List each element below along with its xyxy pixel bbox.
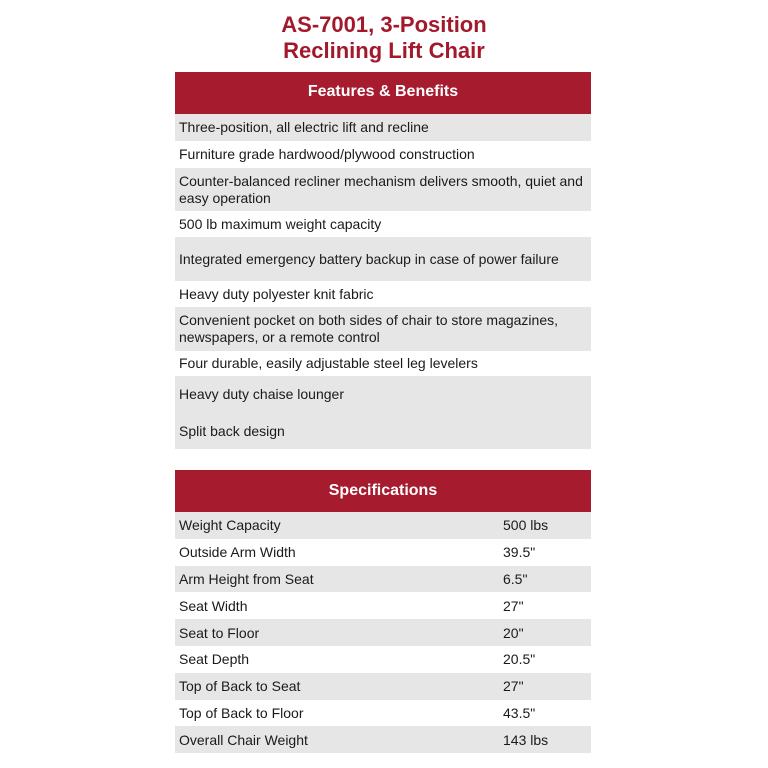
feature-item: Split back design: [175, 413, 591, 449]
features-header: Features & Benefits: [175, 72, 591, 114]
spec-row: [175, 619, 591, 646]
specifications-panel: [175, 470, 591, 753]
feature-item: Counter-balanced recliner mechanism delivers smooth, quiet and easy operation: [175, 168, 591, 211]
spec-value: 6.5": [503, 570, 528, 587]
title-line-2: Reclining Lift Chair: [283, 38, 485, 63]
spec-value: 27": [503, 678, 524, 695]
spec-label: Seat Depth: [179, 651, 250, 668]
spec-label: Top of Back to Floor: [179, 704, 304, 721]
spec-label: Seat to Floor: [179, 624, 260, 641]
spec-value: 43.5": [503, 704, 536, 721]
spec-value: 20.5": [503, 651, 536, 668]
spec-value: 500 lbs: [503, 517, 549, 534]
spec-row: [175, 592, 591, 619]
spec-row: [175, 566, 591, 593]
feature-item: Furniture grade hardwood/plywood construction: [175, 141, 591, 168]
features-panel: [175, 72, 591, 449]
specifications-header: Specifications: [175, 470, 591, 512]
feature-item: Heavy duty chaise lounger: [175, 376, 591, 413]
title-line-1: AS-7001, 3-Position: [281, 12, 487, 37]
spec-label: Seat Width: [179, 597, 248, 614]
spec-label: Arm Height from Seat: [179, 570, 314, 587]
spec-value: 27": [503, 597, 524, 614]
spec-row: [175, 673, 591, 700]
spec-row: [175, 646, 591, 673]
spec-value: 143 lbs: [503, 731, 549, 748]
feature-item: Convenient pocket on both sides of chair to store magazines, newspapers, or a remote control: [175, 307, 591, 351]
spec-row: [175, 700, 591, 727]
spec-row: [175, 726, 591, 753]
feature-item: 500 lb maximum weight capacity: [175, 211, 591, 237]
spec-label: Weight Capacity: [179, 517, 281, 534]
spec-row: [175, 539, 591, 566]
spec-value: 39.5": [503, 544, 536, 561]
spec-value: 20": [503, 624, 524, 641]
feature-item: Three-position, all electric lift and recline: [175, 114, 591, 141]
feature-item: Integrated emergency battery backup in case of power failure: [175, 237, 591, 281]
spec-label: Overall Chair Weight: [179, 731, 308, 748]
spec-row: [175, 512, 591, 539]
page-title: [0, 12, 768, 64]
spec-label: Outside Arm Width: [179, 544, 296, 561]
feature-item: Four durable, easily adjustable steel leg levelers: [175, 351, 591, 376]
spec-label: Top of Back to Seat: [179, 678, 301, 695]
feature-item: Heavy duty polyester knit fabric: [175, 281, 591, 307]
